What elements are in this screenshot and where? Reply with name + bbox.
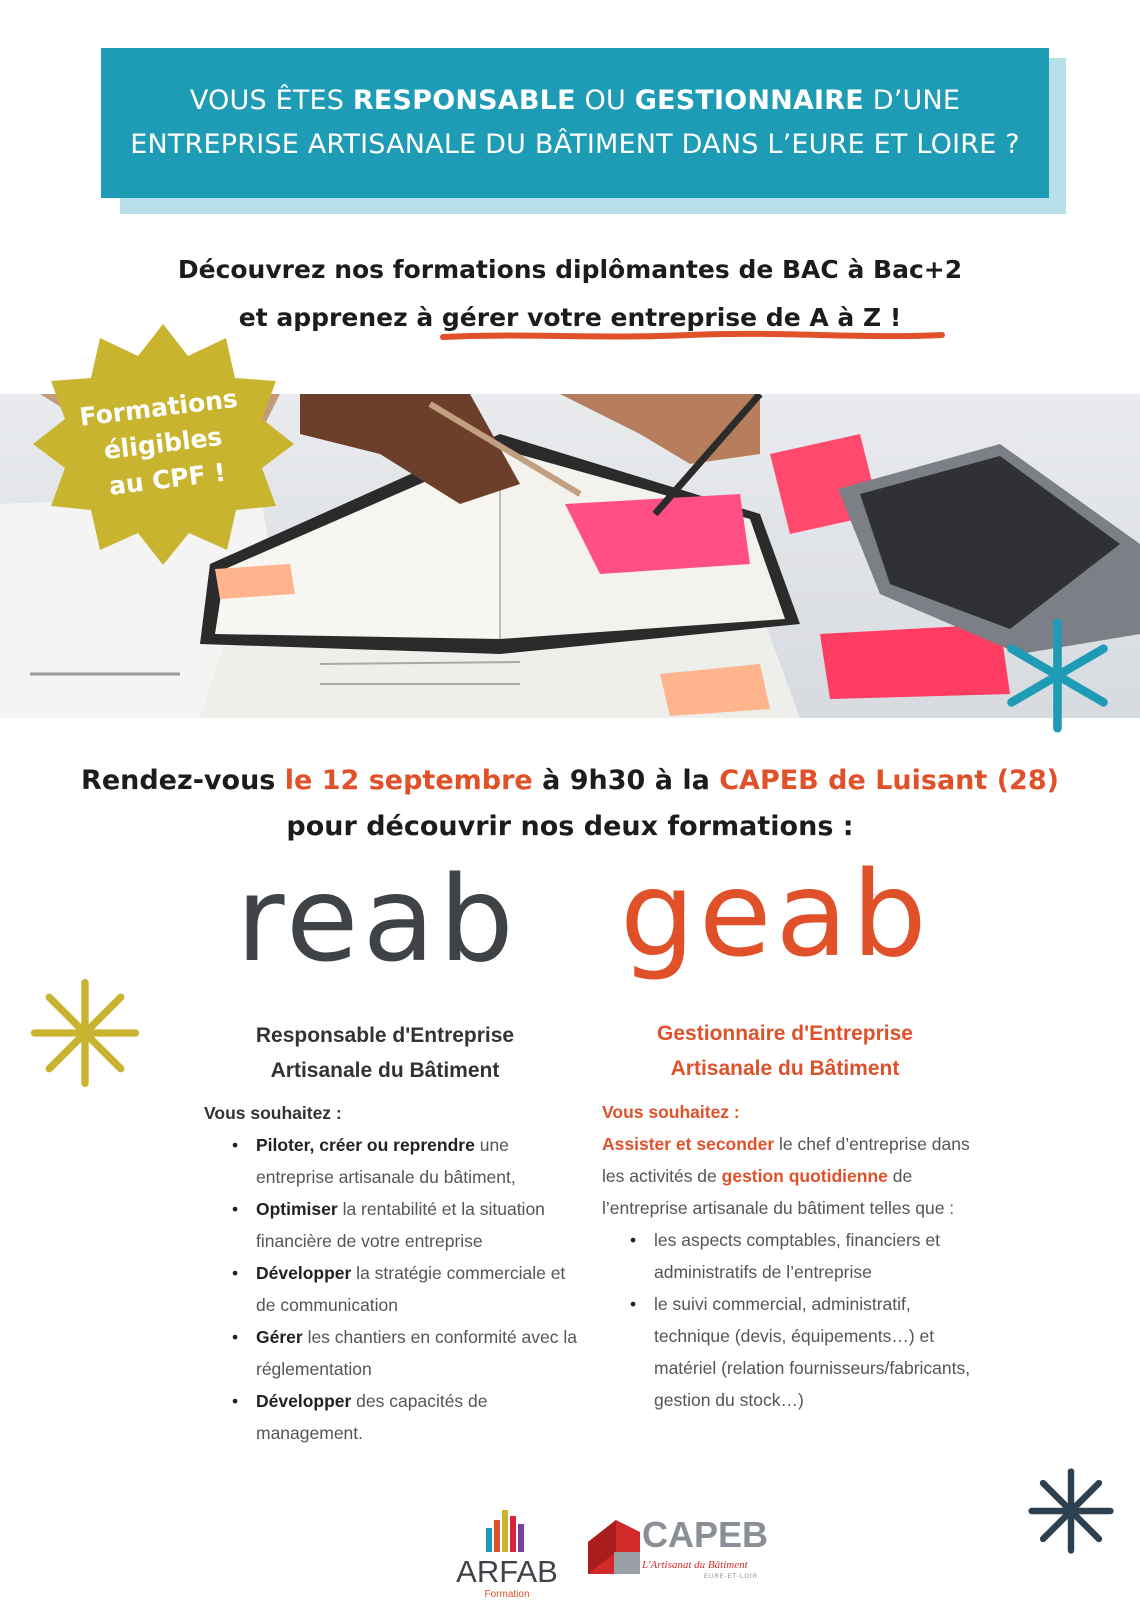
capeb-tagline: L'Artisanat du Bâtiment	[642, 1559, 748, 1571]
geab-text-1: le chef d’entreprise dans les activités de	[602, 1134, 970, 1186]
capeb-logo	[584, 1512, 774, 1598]
appointment-text	[0, 758, 1140, 850]
geab-description	[602, 1096, 982, 1416]
reab-title	[210, 1018, 560, 1088]
arfab-name: ARFAB	[456, 1554, 558, 1589]
arfab-logo	[452, 1506, 562, 1602]
geab-title	[610, 1016, 960, 1086]
banner-bold-gestionnaire: GESTIONNAIRE	[634, 85, 864, 116]
list-item: • le suivi commercial, administratif, technique (devis, équipements…) et matériel (relation fournisseurs/fabricants, gestion du stock…)	[654, 1288, 982, 1416]
capeb-name: CAPEB	[642, 1514, 769, 1555]
capeb-region: EURE-ET-LOIR	[704, 1574, 759, 1580]
list-item-bold: Gérer	[256, 1327, 303, 1347]
banner-text: VOUS ÊTES	[189, 85, 353, 116]
banner-line-1	[101, 79, 1049, 123]
geab-heading: Vous souhaitez :	[602, 1102, 740, 1122]
geab-title-line-2: Artisanale du Bâtiment	[670, 1057, 900, 1080]
list-item-text: les chantiers en conformité avec la réglementation	[256, 1327, 578, 1379]
brush-underline	[440, 330, 945, 342]
appointment-place: CAPEB de Luisant (28)	[719, 765, 1059, 796]
list-item-text: la stratégie commerciale et de communication	[256, 1263, 566, 1315]
list-item	[256, 1193, 584, 1257]
list-item-bold: Développer	[256, 1391, 352, 1411]
capeb-house-icon	[584, 1512, 644, 1582]
list-item-bold: Piloter, créer ou reprendre	[256, 1135, 475, 1155]
list-item-bold: Développer	[256, 1263, 352, 1283]
geab-bold-1: Assister et seconder	[602, 1134, 775, 1154]
list-item-text: la rentabilité et la situation financière de votre entreprise	[256, 1199, 545, 1251]
appointment-line-1	[0, 758, 1140, 804]
geab-title-line-1: Gestionnaire d'Entreprise	[657, 1022, 913, 1045]
list-item	[256, 1385, 584, 1449]
header-banner	[101, 48, 1049, 198]
banner-line-2: ENTREPRISE ARTISANALE DU BÂTIMENT DANS L’EURE ET LOIRE ?	[130, 129, 1020, 160]
geab-paragraph	[602, 1128, 982, 1224]
appointment-line-2: pour découvrir nos deux formations :	[286, 811, 854, 842]
banner-bold-responsable: RESPONSABLE	[352, 85, 576, 116]
list-item-bold: Optimiser	[256, 1199, 338, 1219]
badge-line-1: Formations	[77, 383, 240, 432]
badge-line-2: éligibles	[102, 421, 224, 466]
reab-list	[204, 1129, 584, 1449]
reab-logo: reab	[236, 850, 518, 988]
appointment-mid: à 9h30 à la	[532, 765, 720, 796]
list-item	[256, 1257, 584, 1321]
geab-bold-2: gestion quotidienne	[721, 1166, 888, 1186]
badge-line-3: au CPF !	[107, 457, 228, 501]
list-item-text: des capacités de management.	[256, 1391, 488, 1443]
list-item	[256, 1129, 584, 1193]
reab-title-line-2: Artisanale du Bâtiment	[270, 1059, 500, 1082]
reab-heading: Vous souhaitez :	[204, 1103, 342, 1123]
arfab-bars-icon	[452, 1506, 562, 1552]
appointment-pre: Rendez-vous	[81, 765, 285, 796]
reab-description	[204, 1097, 584, 1449]
geab-list	[602, 1224, 982, 1416]
geab-logo: geab	[620, 845, 931, 983]
asterisk-teal-icon	[1000, 618, 1115, 733]
appointment-date: le 12 septembre	[284, 765, 533, 796]
geab-text-2: de l’entreprise artisanale du bâtiment telles que :	[602, 1166, 955, 1218]
asterisk-navy-icon	[1028, 1468, 1114, 1554]
banner-text: OU	[575, 85, 635, 116]
intro-line-2: et apprenez à gérer votre entreprise de A à Z !	[238, 303, 902, 332]
arfab-sub: Formation	[484, 1589, 530, 1600]
list-item-text: une entreprise artisanale du bâtiment,	[256, 1135, 516, 1187]
intro-line-1: Découvrez nos formations diplômantes de BAC à Bac+2	[177, 255, 963, 284]
asterisk-olive-icon	[30, 978, 140, 1088]
list-item: • les aspects comptables, financiers et administratifs de l’entreprise	[654, 1224, 982, 1288]
reab-title-line-1: Responsable d'Entreprise	[255, 1024, 515, 1047]
banner-text: D’UNE	[863, 85, 961, 116]
list-item	[256, 1321, 584, 1385]
